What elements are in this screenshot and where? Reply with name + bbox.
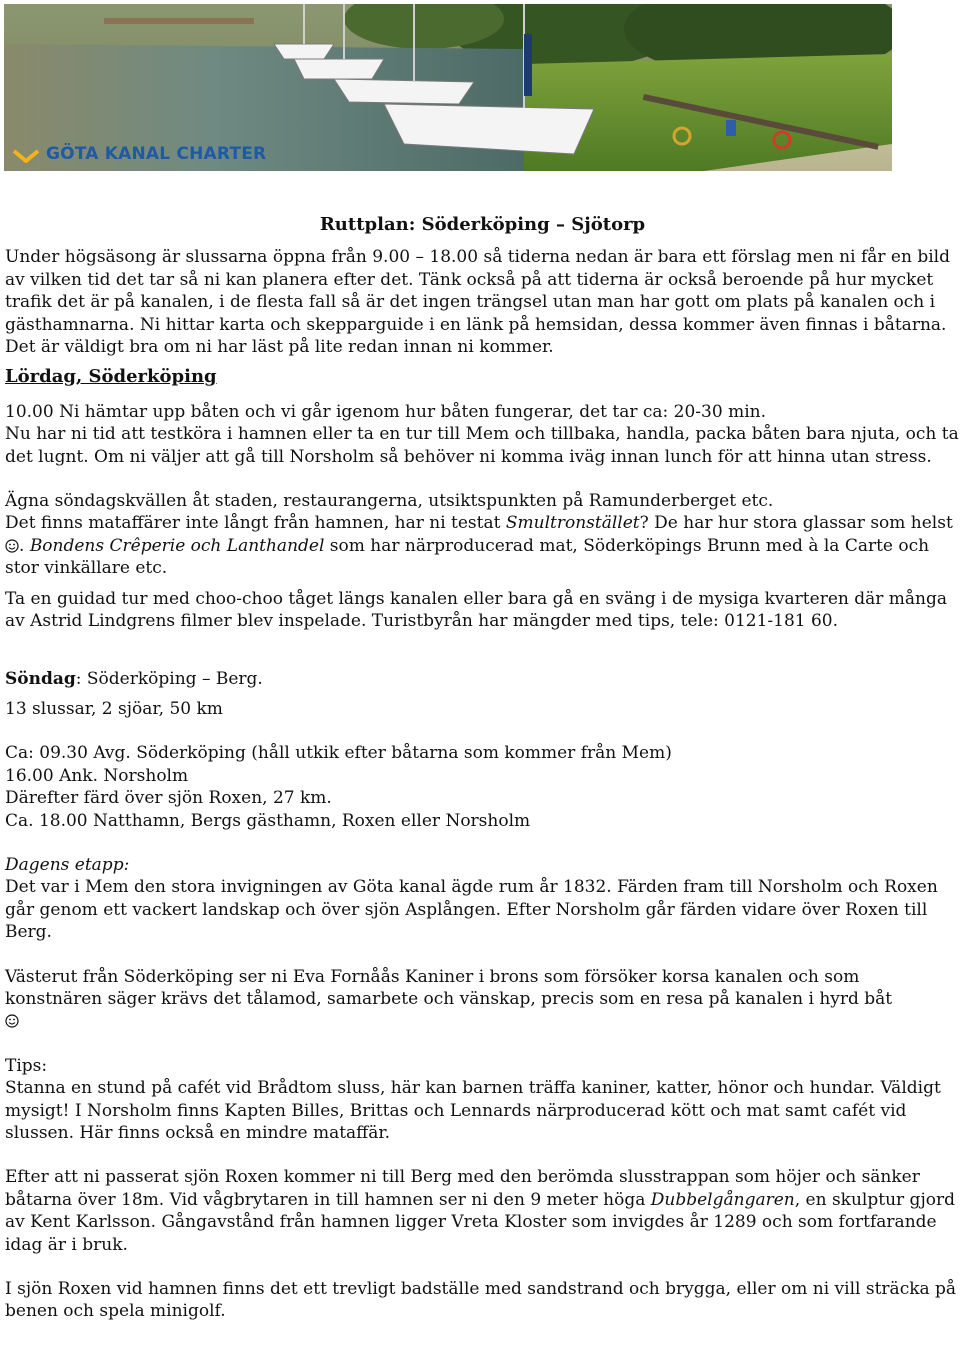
sunday-heading: Söndag: Söderköping – Berg. [5, 668, 263, 689]
sunday-stats: 13 slussar, 2 sjöar, 50 km [5, 698, 223, 719]
intro-paragraph: Under högsäsong är slussarna öppna från 9.00 – 18.00 så tiderna nedan är bara ett förslag men ni får en bild av vilken tid det tar så ni kan planera efter det. Tänk också på att tiderna är också beroende på hur mycket trafik det är på kanalen, i de flesta fall så är det ingen trängsel utan man har gott om plats på kanalen och i gästhamnarna. Ni hittar karta och skepparguide i en länk på hemsidan, dessa kommer även finnas i båtarna. Det är väldigt bra om ni har läst på lite redan innan ni kommer. [5, 247, 950, 358]
page-title: Ruttplan: Söderköping – Sjötorp [319, 214, 646, 235]
roxen-text: I sjön Roxen vid hamnen finns det ett trevligt badställe med sandstrand och brygga, eller om ni vill sträcka på benen och spela minigolf. [5, 1279, 957, 1322]
sunday-schedule-2: 16.00 Ank. Norsholm [5, 765, 189, 786]
smiley-icon [5, 1014, 19, 1028]
saturday-food: Det finns mataffärer inte långt från hamnen, har ni testat Smultronstället? De har hur stora glassar som helst. Bondens Crêperie och Lanthandel som har närproducerad mat, Söderköpings Brunn med à la Carte och stor vinkällare etc. [5, 513, 953, 579]
berg-text: Efter att ni passerat sjön Roxen kommer ni till Berg med den berömda slusstrappan som höjer och sänker båtarna över 18m. Vid vågbrytaren in till hamnen ser ni den 9 meter höga Dubbelgångaren, en skulptur gjord av Kent Karlsson. Gångavstånd från hamnen ligger Vreta Kloster som invigdes år 1289 och som fortfarande idag är i bruk. [5, 1167, 955, 1255]
saturday-evening: Ägna söndagskvällen åt staden, restaurangerna, utsiktspunkten på Ramunderberget etc. [5, 491, 774, 512]
logo-text: GÖTA KANAL CHARTER [46, 143, 267, 164]
etapp-text: Det var i Mem den stora invigningen av Göta kanal ägde rum år 1832. Färden fram till Norsholm och Roxen går genom ett vackert landskap och över sjön Asplången. Efter Norsholm går färden vidare över Roxen till Berg. [5, 877, 938, 943]
header-banner-photo [4, 4, 892, 171]
saturday-line-1: 10.00 Ni hämtar upp båten och vi går igenom hur båten fungerar, det tar ca: 20-30 min. [5, 401, 766, 422]
saturday-tour: Ta en guidad tur med choo-choo tåget längs kanalen eller bara gå en sväng i de mysiga kvarteren där många av Astrid Lindgrens filmer blev inspelade. Turistbyrån har mängder med tips, tele: 0121-181 60. [5, 588, 947, 632]
saturday-heading: Lördag, Söderköping [5, 366, 217, 388]
sunday-schedule-3: Därefter färd över sjön Roxen, 27 km. [5, 788, 332, 809]
etapp-label: Dagens etapp: [5, 854, 130, 875]
logo [12, 140, 266, 168]
tips-text: Stanna en stund på cafét vid Brådtom sluss, här kan barnen träffa kaniner, katter, hönor och hundar. Väldigt mysigt! I Norsholm finns Kapten Billes, Brittas och Lennards närproducerad kött och mat samt cafét vid slussen. Här finns också en mindre mataffär. [5, 1078, 941, 1143]
sunday-schedule-4: Ca. 18.00 Natthamn, Bergs gästhamn, Roxen eller Norsholm [5, 810, 531, 831]
tips-label: Tips: [5, 1055, 48, 1076]
sunday-schedule-1: Ca: 09.30 Avg. Söderköping (håll utkik efter båtarna som kommer från Mem) [5, 743, 672, 764]
smiley-icon [5, 539, 19, 553]
saturday-line-2: Nu har ni tid att testköra i hamnen eller ta en tur till Mem och tillbaka, handla, packa båten bara njuta, och ta det lugnt. Om ni väljer att gå till Norsholm så behöver ni komma iväg innan lunch för att hinna utan stress. [5, 424, 959, 467]
westward-text: Västerut från Söderköping ser ni Eva Fornåås Kaniner i brons som försöker korsa kanalen och som konstnären säger krävs det tålamod, samarbete och vänskap, precis som en resa på kanalen i hyrd båt [5, 966, 960, 1033]
document-body [5, 214, 960, 1323]
logo-wave-icon [12, 145, 40, 163]
